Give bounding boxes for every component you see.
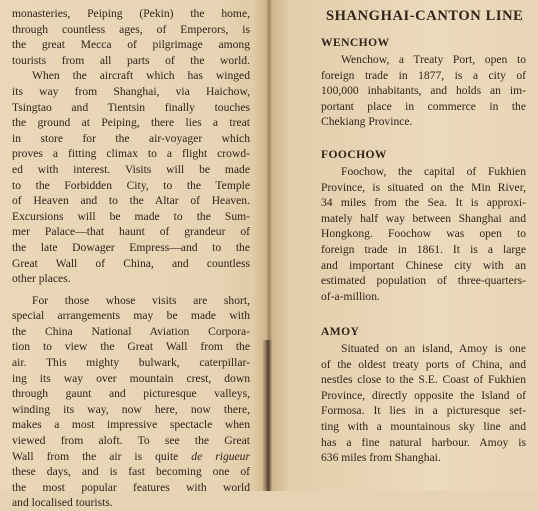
text-line: the great Mecca of pilgrimage among — [12, 38, 250, 52]
text-line: Wenchow, a Treaty Port, open to — [341, 53, 526, 66]
text-line: in store for the air-voyager which — [12, 131, 250, 145]
text-line: and important Chinese city with an — [321, 258, 526, 272]
text-line: of the oldest treaty ports of China, and — [321, 357, 526, 371]
text-line: the China National Aviation Corpora- — [12, 324, 250, 338]
text-line: Hongkong. Foochow was open to — [321, 227, 526, 241]
text-line: 34 miles from the Sea. It is approxi- — [321, 196, 526, 210]
text-line: of-a-million. — [321, 289, 380, 303]
text-line: ed with interest. Visits will be made — [12, 162, 250, 176]
text-line: its way from Shanghai, via Haichow, — [12, 84, 250, 98]
text-line: monasteries, Peiping (Pekin) the home, — [12, 7, 250, 20]
text-line: to the Forbidden City, to the Temple — [12, 178, 250, 192]
section-wenchow — [321, 36, 526, 130]
text-line: tion to view the Great Wall from the — [12, 340, 250, 354]
text-line: Chekiang Province. — [321, 115, 413, 129]
text-line: special arrangements may be made with — [12, 309, 250, 323]
text-line: Great Wall of China, and countless — [12, 256, 250, 270]
text-line: proves a fitting climax to a flight crowd- — [12, 147, 250, 161]
text-line: mer Palace—that haunt of grandeur of — [12, 225, 250, 239]
text-line: viewed from aloft. To see the Great — [12, 434, 250, 448]
text-line: Excursions will be made to the Sum- — [12, 209, 250, 223]
text-line: winding its way, now here, now there, — [12, 402, 250, 416]
text-line: and localised tourists. — [12, 496, 113, 510]
section-body — [321, 164, 526, 304]
section-title: WENCHOW — [321, 36, 390, 49]
page-fold — [262, 340, 272, 491]
text-line: ting with a mountainous sky line and — [321, 419, 526, 433]
text-line: these days, and is fast becoming one of — [12, 465, 250, 479]
text-fragment: Wall from the air is quite — [12, 449, 192, 463]
text-line: makes a most impressive spectacle when — [12, 418, 250, 432]
section-body — [321, 52, 526, 130]
text-line: of Heaven and to the Altar of Heaven. — [12, 194, 250, 208]
italic-phrase: de rigueur — [191, 449, 250, 463]
text-line: nestles close to the S.E. Coast of Fukhien — [321, 373, 526, 387]
text-line: 100,000 inhabitants, and holds an im- — [321, 84, 526, 98]
text-line: air. This mighty bulwark, caterpillar- — [12, 356, 250, 370]
text-line: Province, directly opposite the Island of — [321, 388, 526, 402]
text-line: the late Dowager Empress—and to the — [12, 240, 250, 254]
text-line: Formosa. It lies in a picturesque set- — [321, 404, 526, 418]
text-line: foreign trade in 1877, is a city of — [321, 68, 526, 82]
page-heading: SHANGHAI-CANTON LINE — [326, 8, 524, 24]
text-line: estimated population of three-quarters- — [321, 274, 526, 288]
text-line: Tsingtao and Tientsin finally touches — [12, 100, 250, 114]
text-line: For those whose visits are short, — [32, 293, 250, 307]
section-title: AMOY — [321, 325, 360, 338]
text-line-with-italic — [12, 449, 250, 465]
left-page — [12, 0, 250, 511]
text-line: ing its way over mountain crest, down — [12, 371, 250, 385]
section-title: FOOCHOW — [321, 148, 387, 161]
text-line: Foochow, the capital of Fukhien — [341, 165, 526, 178]
text-line: Province, is situated on the Min River, — [321, 180, 526, 194]
text-line: the most popular features with world — [12, 480, 250, 494]
text-line: 636 miles from Shanghai. — [321, 451, 441, 465]
great-wall-paragraph — [12, 293, 250, 511]
text-line: foreign trade in 1861. It is a large — [321, 242, 526, 256]
text-line: other places. — [12, 272, 71, 286]
text-line: When the aircraft which has winged — [32, 69, 250, 83]
text-line: Situated on an island, Amoy is one — [341, 342, 526, 355]
text-line: through gaunt and picturesque valleys, — [12, 387, 250, 401]
text-line: portant place in commerce in the — [321, 99, 526, 113]
text-line: mately half way between Shanghai and — [321, 211, 526, 225]
text-line: the ground at Peiping, there lies a treat — [12, 116, 250, 130]
text-line: tourists from all parts of the world. — [12, 53, 250, 67]
section-foochow — [321, 148, 526, 304]
section-amoy — [321, 325, 526, 466]
text-line: through countless ages, of Emperors, is — [12, 22, 250, 36]
peiping-paragraph — [12, 6, 250, 287]
text-line: has a fine natural harbour. Amoy is — [321, 435, 526, 449]
section-body — [321, 341, 526, 466]
